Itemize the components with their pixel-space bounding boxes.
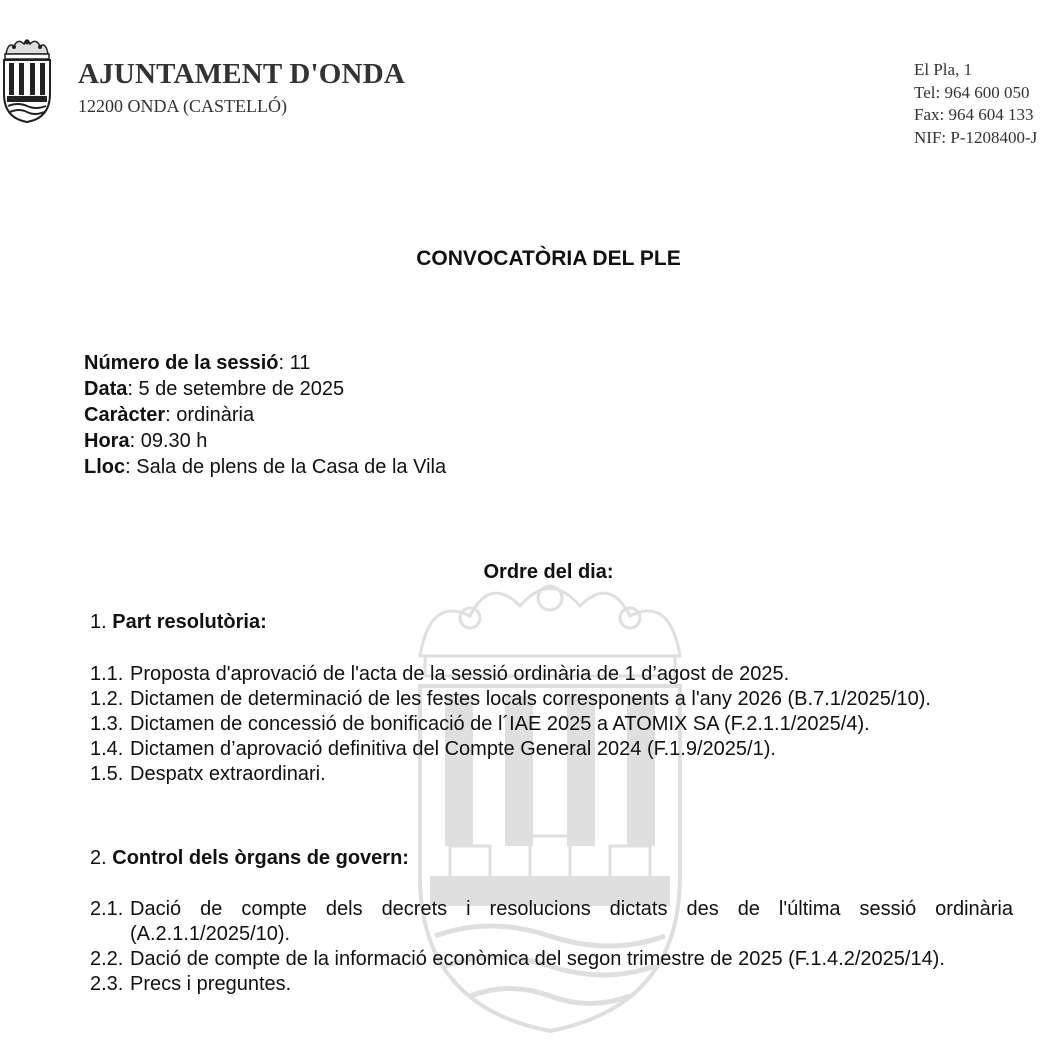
item-text: Dictamen de determinació de les festes locals corresponents a l'any 2026 (B.7.1/2025/10). bbox=[130, 688, 931, 710]
agenda-item bbox=[90, 662, 1011, 687]
section-number: 1. bbox=[90, 611, 107, 633]
agenda-section-heading bbox=[90, 847, 409, 870]
item-text: Despatx extraordinari. bbox=[130, 763, 326, 785]
session-date-label: Data bbox=[84, 378, 128, 400]
session-place-label: Lloc bbox=[84, 456, 126, 478]
org-name: AJUNTAMENT D'ONDA bbox=[78, 58, 405, 90]
session-time-value: : 09.30 h bbox=[129, 430, 208, 452]
agenda-item bbox=[90, 737, 1011, 762]
item-number: 2.1. bbox=[90, 898, 124, 920]
session-character-label: Caràcter bbox=[84, 404, 166, 426]
session-number bbox=[84, 350, 446, 376]
agenda-item bbox=[90, 712, 1011, 737]
agenda-items-list bbox=[90, 897, 1013, 997]
agenda-item bbox=[90, 897, 1013, 947]
item-text: Precs i preguntes. bbox=[130, 973, 292, 995]
contact-block bbox=[914, 59, 1037, 150]
municipal-crest-icon bbox=[0, 36, 54, 124]
agenda-item bbox=[90, 947, 1013, 972]
document-title: CONVOCATÒRIA DEL PLE bbox=[416, 247, 681, 270]
contact-tel: Tel: 964 600 050 bbox=[914, 82, 1030, 102]
item-text: Dictamen de concessió de bonificació de l´IAE 2025 a ATOMIX SA (F.2.1.1/2025/4). bbox=[130, 713, 870, 735]
item-number: 1.3. bbox=[90, 713, 124, 735]
agenda-item bbox=[90, 972, 1013, 997]
session-date bbox=[84, 376, 446, 402]
item-text: Dació de compte de la informació econòmica del segon trimestre de 2025 (F.1.4.2/2025/14). bbox=[130, 948, 945, 970]
item-number: 2.3. bbox=[90, 973, 124, 995]
agenda-item bbox=[90, 762, 1011, 787]
agenda-item bbox=[90, 687, 1011, 712]
item-number: 1.5. bbox=[90, 763, 124, 785]
session-character bbox=[84, 402, 446, 428]
item-number: 1.4. bbox=[90, 738, 124, 760]
item-number: 1.1. bbox=[90, 663, 124, 685]
agenda-section-heading bbox=[90, 611, 267, 634]
section-title: Control dels òrgans de govern: bbox=[112, 847, 409, 869]
section-number: 2. bbox=[90, 847, 107, 869]
org-city: 12200 ONDA (CASTELLÓ) bbox=[78, 96, 287, 116]
item-number: 2.2. bbox=[90, 948, 124, 970]
item-number: 1.2. bbox=[90, 688, 124, 710]
session-place bbox=[84, 454, 446, 480]
contact-nif: NIF: P-1208400-J bbox=[914, 128, 1038, 148]
session-time bbox=[84, 428, 446, 454]
item-text: Dictamen d’aprovació definitiva del Compte General 2024 (F.1.9/2025/1). bbox=[130, 738, 776, 760]
contact-address: El Pla, 1 bbox=[914, 60, 973, 79]
agenda-items-list bbox=[90, 662, 1011, 787]
item-text: Dació de compte dels decrets i resolucions dictats des de l'última sessió ordinària (A.2.1.1/2025/10). bbox=[130, 898, 1013, 945]
item-text: Proposta d'aprovació de l'acta de la sessió ordinària de 1 d’agost de 2025. bbox=[130, 663, 790, 685]
section-title: Part resolutòria: bbox=[112, 611, 267, 633]
session-place-value: : Sala de plens de la Casa de la Vila bbox=[125, 456, 447, 478]
session-character-value: : ordinària bbox=[165, 404, 255, 426]
session-details bbox=[84, 350, 446, 480]
agenda-title: Ordre del dia: bbox=[483, 561, 614, 583]
session-time-label: Hora bbox=[84, 430, 130, 452]
contact-fax: Fax: 964 604 133 bbox=[914, 105, 1034, 125]
session-date-value: : 5 de setembre de 2025 bbox=[127, 378, 345, 400]
session-number-label: Número de la sessió bbox=[84, 352, 279, 374]
session-number-value: : 11 bbox=[278, 352, 311, 374]
